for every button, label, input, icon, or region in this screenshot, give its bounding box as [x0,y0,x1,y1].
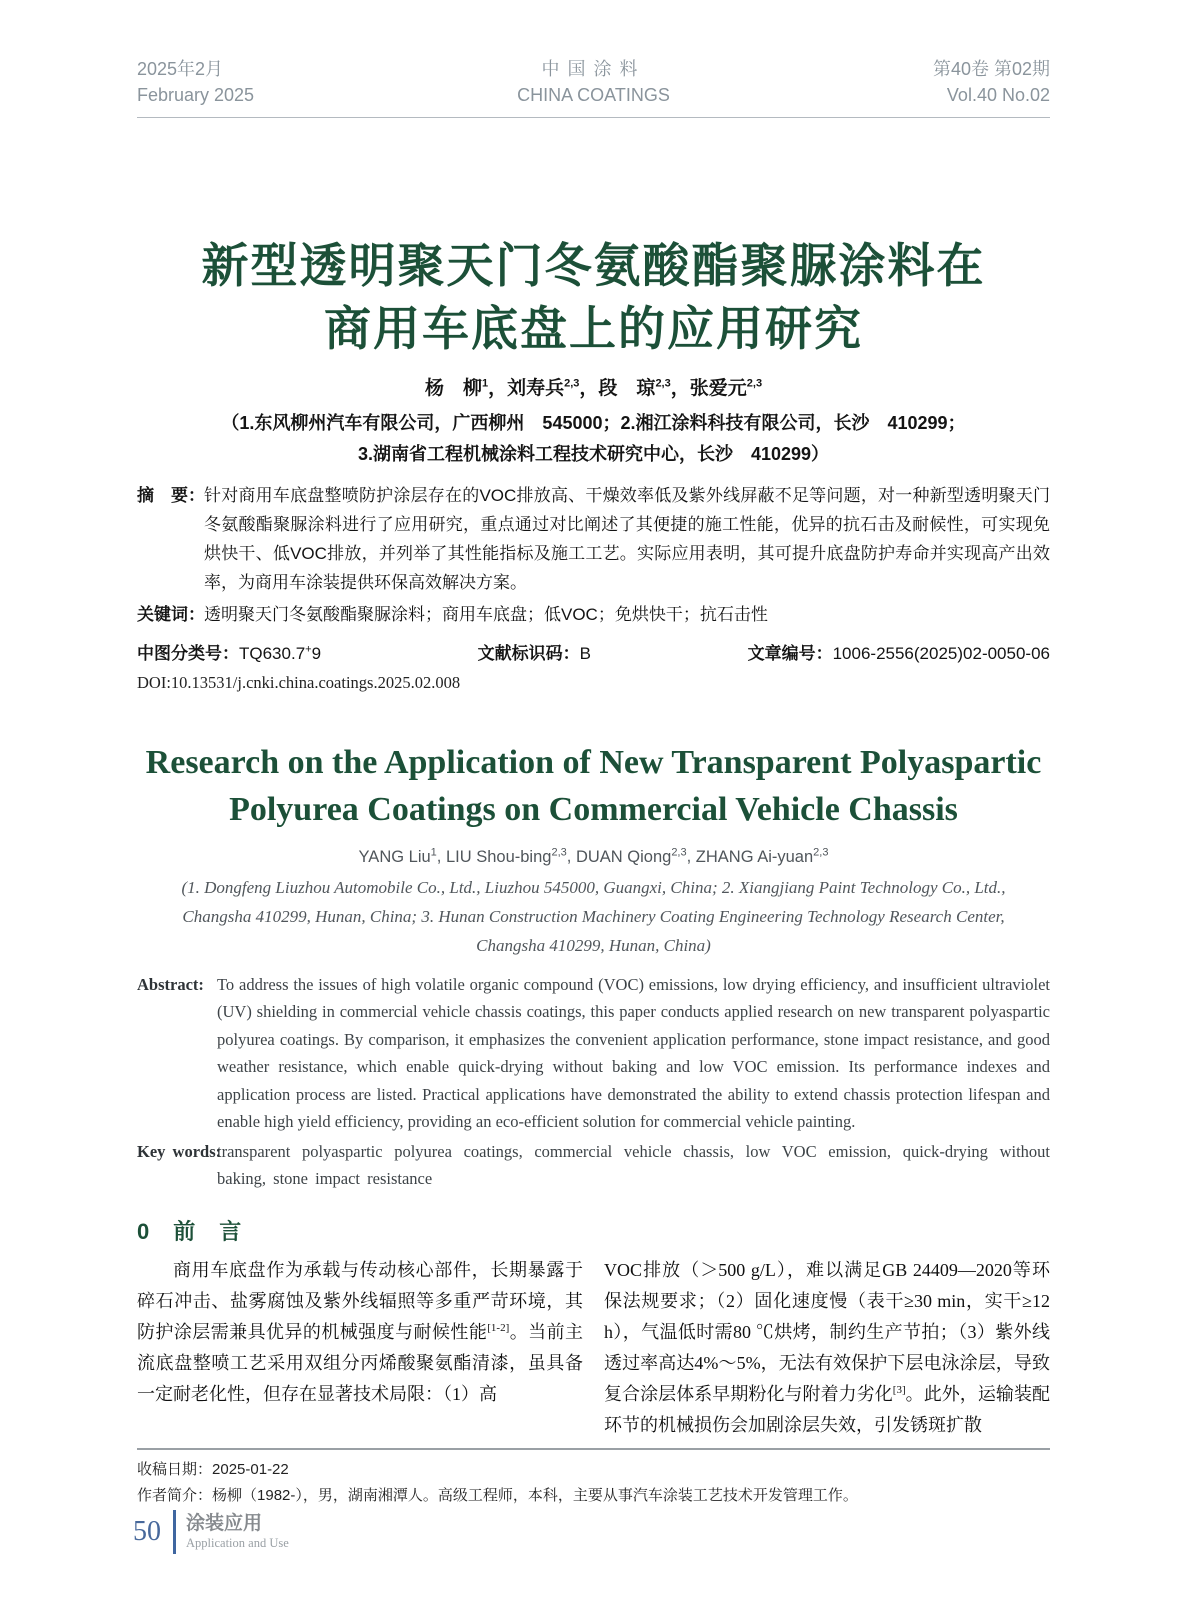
author-separator: , [436,847,446,866]
author-separator: , [686,847,696,866]
author-cn: 张爱元$^{2,3}$ [689,377,763,399]
keywords-cn-text: 透明聚天门冬氨酸酯聚脲涂料；商用车底盘；低VOC；免烘快干；抗石击性 [204,605,768,624]
body-column-left [137,1255,583,1441]
article-title-cn [137,234,1050,360]
affiliation-en-line1: (1. Dongfeng Liuzhou Automobile Co., Ltd., Liuzhou 545000, Guangxi, China; 2. Xiangjiang Paint Technology Co., Ltd., [181,877,1006,897]
affiliations-en [137,873,1050,960]
received-date-line: 收稿日期：2025-01-22 [137,1460,289,1478]
clc-number: 中图分类号：TQ630.7+9 [137,643,322,663]
abstract-cn-text: 针对商用车底盘整喷防护涂层存在的VOC排放高、干燥效率低及紫外线屏蔽不足等问题，对一种新型透明聚天门冬氨酸酯聚脲涂料进行了应用研究，重点通过对比阐述了其便捷的施工性能，优异的抗石击及耐候性，可实现免烘快干、低VOC排放，并列举了其性能指标及施工工艺。实际应用表明，其可提升底盘防护寿命并实现高产出效率，为商用车涂装提供环保高效解决方案。 [204,486,1050,592]
author-separator: ， [579,378,599,399]
document-code: 文献标识码：B [477,644,591,663]
masthead-issue-en: Vol.40 No.02 [946,85,1050,105]
keywords-en-text: transparent polyaspartic polyurea coatings, commercial vehicle chassis, low VOC emission, quick-drying without baking, stone impact resistance [217,1141,1050,1188]
footnotes [137,1457,1050,1509]
keywords-cn-label: 关键词： [137,605,205,624]
journal-masthead [137,56,1050,118]
affiliation-en-line2: Changsha 410299, Hunan, China; 3. Hunan Construction Machinery Coating Engineering Technology Research Center, [182,906,1005,926]
footer-badge [133,1510,289,1554]
masthead-date [137,56,254,108]
masthead-date-en: February 2025 [137,85,255,105]
article-title-en-line1: Research on the Application of New Transparent Polyaspartic [145,744,1042,781]
column-name [186,1513,289,1551]
column-name-en: Application and Use [186,1536,289,1550]
abstract-en-label: Abstract: [137,974,204,994]
author-separator: , [566,847,576,866]
affiliations-cn [137,408,1050,470]
article-title-en [137,739,1050,833]
authors-en [137,846,1050,867]
footnote-divider [137,1448,1050,1450]
keywords-cn [137,600,1050,629]
body-column-right [604,1255,1050,1441]
author-cn: 刘寿兵$^{2,3}$ [507,377,580,399]
abstract-en [137,971,1050,1136]
author-separator: ， [670,378,690,399]
doi: DOI:10.13531/j.cnki.china.coatings.2025.02.008 [137,673,461,692]
section-heading-introduction: 0 前 言 [137,1218,243,1244]
author-en: DUAN Qiong$^{2,3}$ [575,846,687,866]
article-title-cn-line2: 商用车底盘上的应用研究 [324,302,863,355]
author-en: LIU Shou-bing$^{2,3}$ [445,846,567,866]
author-en: YANG Liu$^1$ [358,846,437,866]
body-paragraph: VOC排放（＞500 g/L），难以满足GB 24409—2020等环保法规要求；（2）固化速度慢（表干≥30 min，实干≥12 h），气温低时需80 ℃烘烤，制约生产节拍；（3）紫外线透过率高达4%～5%，无法有效保护下层电泳涂层，导致复合涂层体系早期粉化与附着力劣化[3]。此外，运输装配环节的机械损伤会加剧涂层失效，引发锈斑扩散 [604,1259,1050,1435]
keywords-en-label: Key words: [137,1141,222,1161]
column-name-cn: 涂装应用 [186,1513,263,1534]
article-title-en-line2: Polyurea Coatings on Commercial Vehicle Chassis [229,791,958,828]
journal-name-cn: 中国涂料 [541,59,646,79]
author-cn: 杨 柳$^1$ [424,377,489,399]
authors-cn [137,373,1050,400]
author-separator: ， [488,378,508,399]
keywords-en [137,1138,1050,1193]
masthead-date-cn: 2025年2月 [137,59,224,79]
body-paragraph: 商用车底盘作为承载与传动核心部件，长期暴露于碎石冲击、盐雾腐蚀及紫外线辐照等多重严苛环境，其防护涂层需兼具优异的机械强度与耐候性能[1-2]。当前主流底盘整喷工艺采用双组分丙烯酸聚氨酯清漆，虽具备一定耐老化性，但存在显著技术局限：（1）高 [137,1259,584,1404]
author-en: ZHANG Ai-yuan$^{2,3}$ [695,846,829,866]
author-bio-line: 作者简介：杨柳（1982-），男，湖南湘潭人。高级工程师，本科，主要从事汽车涂装工艺技术开发管理工作。 [137,1486,858,1504]
meta-row [137,639,1050,664]
abstract-cn [137,481,1050,597]
page-number: 50 [133,1516,161,1547]
citation-ref: [3] [892,1383,906,1396]
affiliation-cn-line1: （1.东风柳州汽车有限公司，广西柳州 545000；2.湘江涂料科技有限公司，长沙 410299； [221,413,966,433]
masthead-journal-name [517,56,670,108]
masthead-issue-cn: 第40卷 第02期 [932,59,1050,79]
affiliation-cn-line2: 3.湖南省工程机械涂料工程技术研究中心，长沙 410299） [357,444,830,464]
abstract-cn-label: 摘 要： [137,486,205,505]
journal-name-en: CHINA COATINGS [517,85,670,105]
citation-ref: [1-2] [487,1321,510,1334]
article-id: 文章编号：1006-2556(2025)02-0050-06 [747,644,1050,663]
article-title-cn-line1: 新型透明聚天门冬氨酸酯聚脲涂料在 [201,239,986,292]
body-columns [137,1255,1050,1441]
footer-divider-bar [173,1510,176,1554]
masthead-issue [933,56,1050,108]
author-cn: 段 琼$^{2,3}$ [598,377,671,399]
affiliation-en-line3: Changsha 410299, Hunan, China) [476,935,711,955]
abstract-en-text: To address the issues of high volatile organic compound (VOC) emissions, low drying efficiency, and insufficient ultraviolet (UV) shielding in commercial vehicle chassis coatings, this paper conducts applied research on new transparent polyaspartic polyurea coatings. By comparison, it emphasizes the convenient application performance, stone impact resistance, and good weather resistance, which enable quick-drying without baking and low VOC emission. Its performance indexes and application process are listed. Practical applications have demonstrated the ability to extend chassis protection lifespan and enable high yield efficiency, providing an eco-efficient solution for commercial vehicle painting. [217,974,1050,1131]
